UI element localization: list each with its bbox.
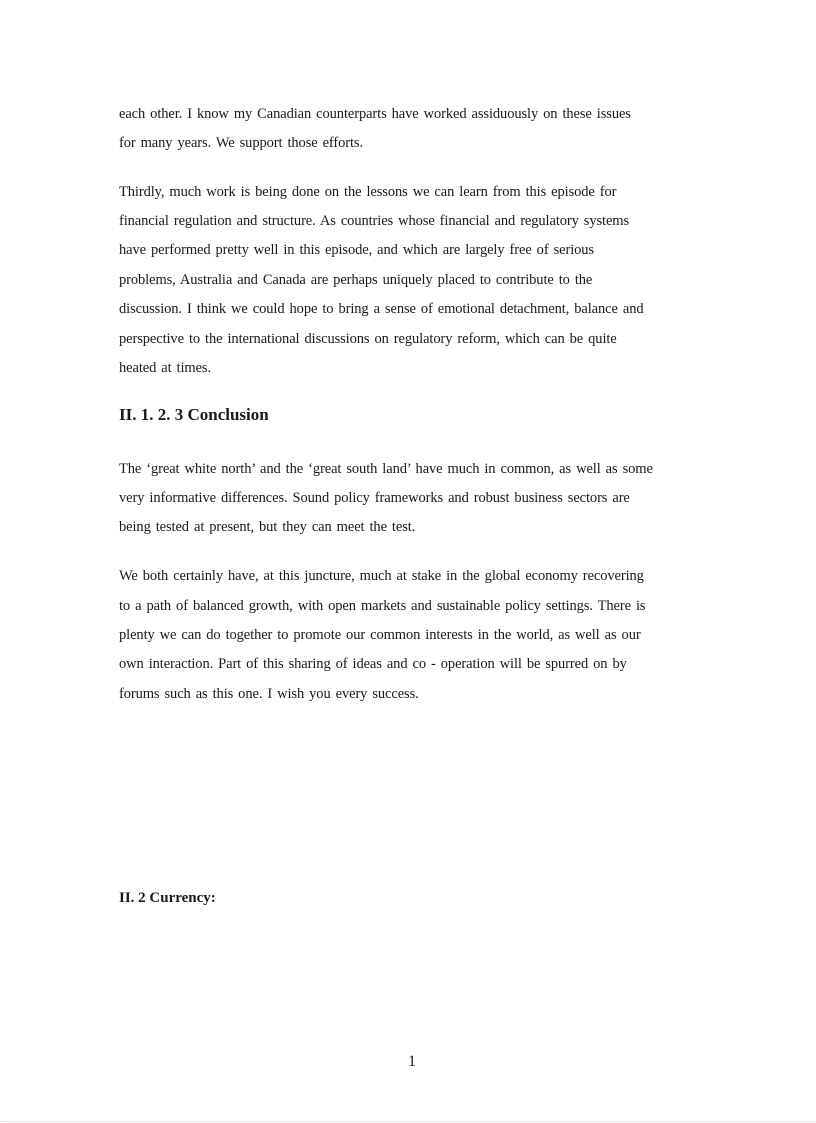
- text-line: We both certainly have, at this juncture, much at stake in the global economy recovering: [119, 568, 644, 584]
- page-bottom-edge: [0, 1121, 816, 1122]
- text-line: financial regulation and structure. As countries whose financial and regulatory systems: [119, 213, 630, 229]
- section-heading-currency: II. 2 Currency:: [119, 890, 216, 906]
- text-line: The ‘great white north’ and the ‘great south land’ have much in common, as well as some: [119, 461, 653, 477]
- text-line: problems, Australia and Canada are perhaps uniquely placed to contribute to the: [119, 272, 593, 288]
- section-heading-conclusion: II. 1. 2. 3 Conclusion: [119, 405, 269, 424]
- text-line: discussion. I think we could hope to bring a sense of emotional detachment, balance and: [119, 301, 644, 317]
- text-line: plenty we can do together to promote our common interests in the world, as well as our: [119, 627, 641, 643]
- text-line: have performed pretty well in this episode, and which are largely free of serious: [119, 242, 594, 258]
- text-line: being tested at present, but they can meet the test.: [119, 519, 416, 535]
- text-line: each other. I know my Canadian counterparts have worked assiduously on these issues: [119, 106, 631, 122]
- text-line: for many years. We support those efforts.: [119, 135, 364, 151]
- text-line: own interaction. Part of this sharing of ideas and co - operation will be spurred on by: [119, 656, 627, 672]
- text-line: perspective to the international discussions on regulatory reform, which can be quite: [119, 331, 617, 347]
- page-number: 1: [408, 1053, 416, 1070]
- text-line: very informative differences. Sound policy frameworks and robust business sectors are: [119, 490, 630, 506]
- text-line: Thirdly, much work is being done on the lessons we can learn from this episode for: [119, 184, 617, 200]
- text-line: heated at times.: [119, 360, 211, 376]
- text-line: to a path of balanced growth, with open markets and sustainable policy settings. There is: [119, 598, 646, 614]
- text-line: forums such as this one. I wish you every success.: [119, 686, 419, 702]
